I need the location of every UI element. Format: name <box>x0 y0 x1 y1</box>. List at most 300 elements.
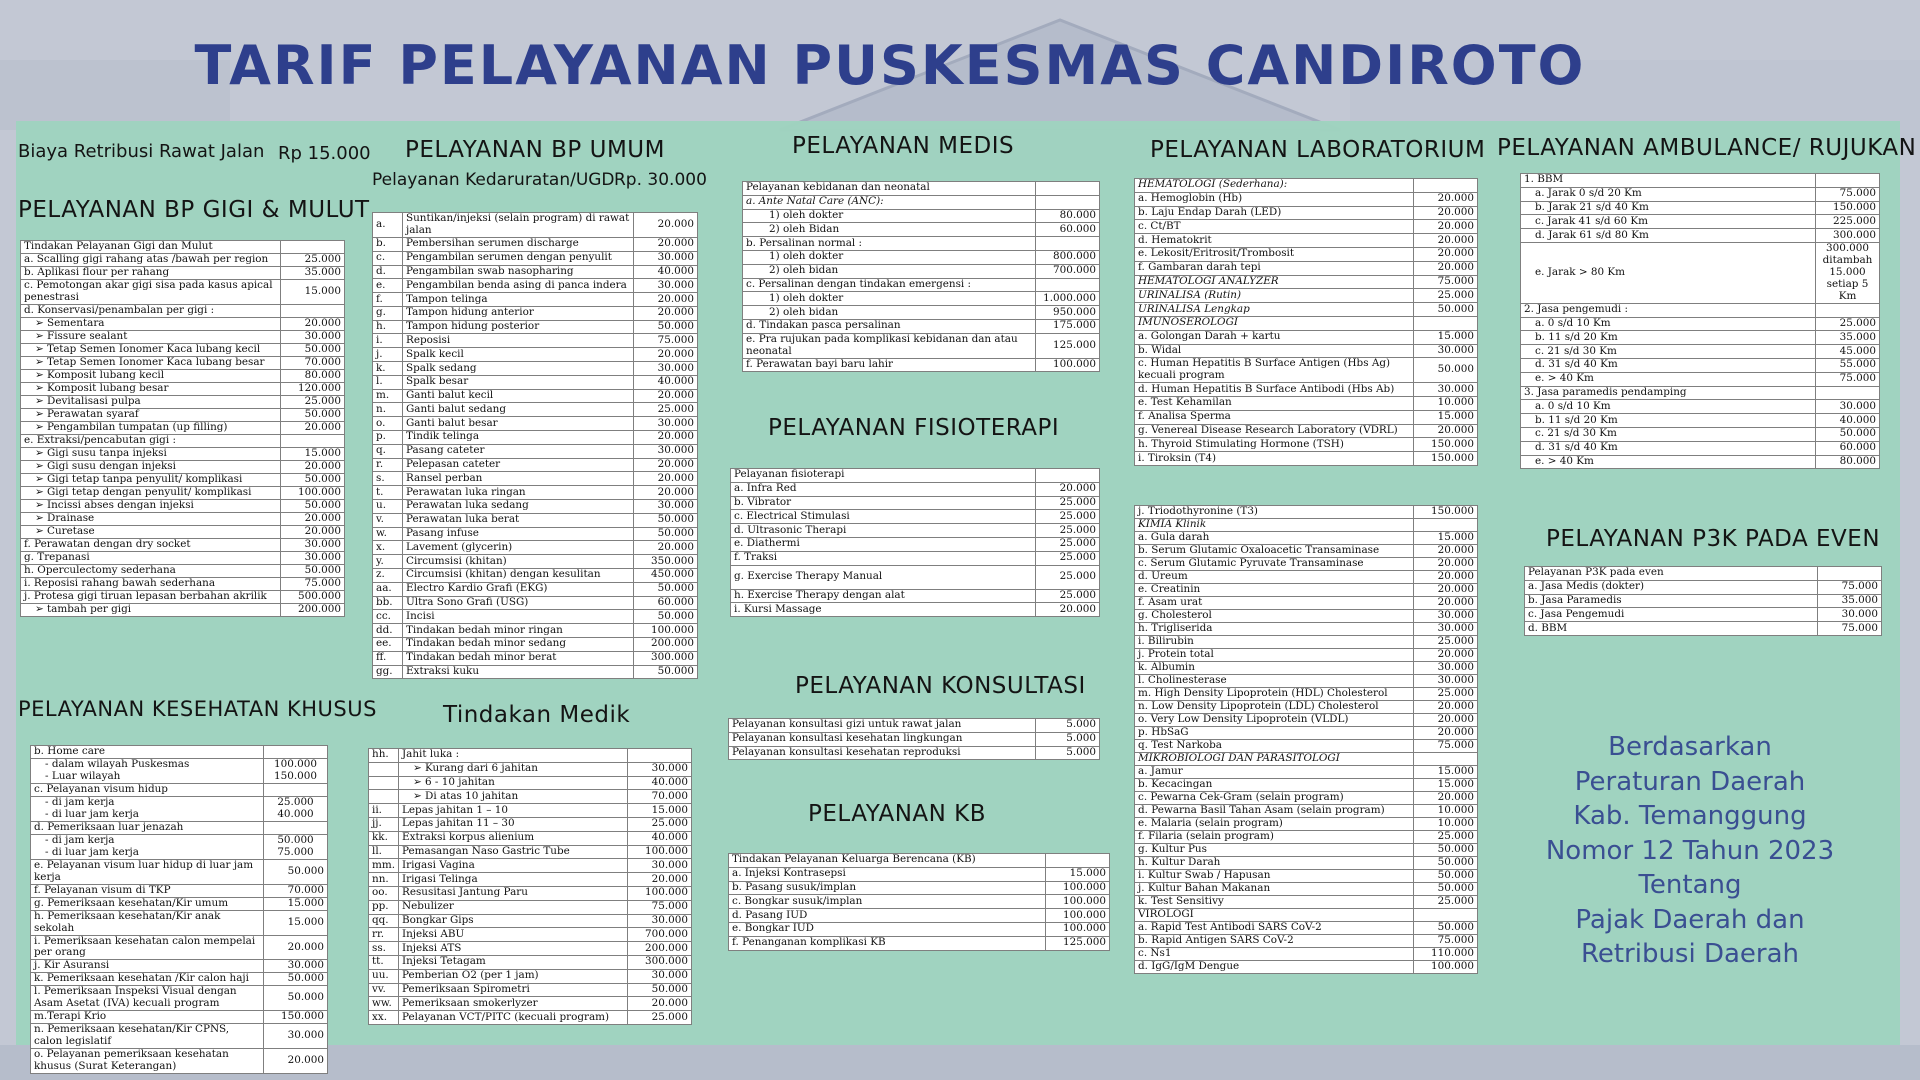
table-konsultasi <box>728 718 1100 760</box>
row-price: 60.000 <box>1036 223 1100 237</box>
row-label: e. > 40 Km <box>1521 372 1816 386</box>
table-row <box>373 389 698 403</box>
table-row <box>373 375 698 389</box>
row-label: Ganti balut sedang <box>403 403 634 417</box>
table-row <box>21 577 345 590</box>
row-label: h. Thyroid Stimulating Hormone (TSH) <box>1135 438 1414 452</box>
row-price: 30.000 <box>1414 344 1478 358</box>
row-price: 50.000 <box>264 973 328 986</box>
row-label: d. Tindakan pasca persalinan <box>743 319 1036 333</box>
table-row <box>21 564 345 577</box>
row-price: 35.000 <box>1818 594 1882 608</box>
row-price: 40.000 <box>628 776 692 790</box>
row-price: 30.000 <box>264 1024 328 1049</box>
row-price: 150.000 <box>264 1011 328 1024</box>
table-row <box>21 512 345 525</box>
row-price: 30.000 <box>634 251 698 265</box>
table-row <box>1135 397 1478 411</box>
row-price: 75.000 <box>1414 275 1478 289</box>
table-bp-umum <box>372 212 698 679</box>
table-row <box>21 280 345 305</box>
table-row <box>1135 506 1478 519</box>
row-label: k. Pemeriksaan kesehatan /Kir calon haji <box>31 973 264 986</box>
row-price <box>1036 469 1100 483</box>
table-row <box>373 651 698 665</box>
row-code: xx. <box>369 1011 399 1025</box>
table-row <box>1135 844 1478 857</box>
table-row <box>1135 344 1478 358</box>
row-code: y. <box>373 555 403 569</box>
table-row <box>369 804 692 818</box>
row-label: ➢ Drainase <box>21 512 281 525</box>
table-row <box>373 555 698 569</box>
table-row <box>21 343 345 356</box>
row-label: Extraksi kuku <box>403 665 634 679</box>
table-row <box>743 333 1100 358</box>
heading-konsultasi: PELAYANAN KONSULTASI <box>795 673 1086 699</box>
row-price: 950.000 <box>1036 306 1100 320</box>
row-label: ➢ Fissure sealant <box>21 330 281 343</box>
table-row <box>1521 331 1880 345</box>
table-row <box>369 749 692 763</box>
row-price: 75.000 <box>628 900 692 914</box>
row-price: 40.000 <box>1816 414 1880 428</box>
row-label: Pengambilan benda asing di panca indera <box>403 279 634 293</box>
row-price: 30.000 <box>634 362 698 376</box>
row-price: 30.000 <box>634 417 698 431</box>
row-price: 50.000 <box>634 513 698 527</box>
table-row <box>1135 727 1478 740</box>
row-price: 300.000 ditambah 15.000 setiap 5 Km <box>1816 242 1880 303</box>
row-code: uu. <box>369 969 399 983</box>
table-row <box>1135 289 1478 303</box>
row-price: 200.000 <box>628 942 692 956</box>
row-label: ➢ Sementara <box>21 317 281 330</box>
table-row <box>1135 571 1478 584</box>
table-row <box>1135 688 1478 701</box>
row-label: k. Albumin <box>1135 662 1414 675</box>
row-label: Ganti balut besar <box>403 417 634 431</box>
table-row <box>1135 558 1478 571</box>
row-price: 25.000 <box>1036 551 1100 565</box>
row-label: c. Persalinan dengan tindakan emergensi : <box>743 278 1036 292</box>
row-code: v. <box>373 513 403 527</box>
row-label: Tindakan Pelayanan Gigi dan Mulut <box>21 241 281 254</box>
table-row <box>1135 383 1478 397</box>
row-label: Irigasi Vagina <box>399 859 628 873</box>
legal-line: Kab. Temanggung <box>1573 801 1807 831</box>
row-price: 30.000 <box>634 500 698 514</box>
row-price: 20.000 <box>1036 482 1100 496</box>
row-label: c. 21 s/d 30 Km <box>1521 427 1816 441</box>
table-row <box>1135 545 1478 558</box>
table-row <box>743 182 1100 196</box>
heading-kesehatan-khusus: PELAYANAN KESEHATAN KHUSUS <box>18 697 377 721</box>
row-label: d. BBM <box>1525 622 1818 636</box>
row-label: c. Ns1 <box>1135 948 1414 961</box>
table-row <box>1135 358 1478 383</box>
table-row <box>373 596 698 610</box>
row-label: URINALISA Lengkap <box>1135 303 1414 317</box>
row-label: ➢ tambah per gigi <box>21 603 281 616</box>
table-row <box>731 551 1100 565</box>
row-price: 15.000 <box>1414 779 1478 792</box>
row-label: Nebulizer <box>399 900 628 914</box>
row-label: b. Widal <box>1135 344 1414 358</box>
row-code: d. <box>373 265 403 279</box>
row-price <box>1816 174 1880 188</box>
row-price: 20.000 <box>1414 545 1478 558</box>
row-label: q. Test Narkoba <box>1135 740 1414 753</box>
row-price: 200.000 <box>281 603 345 616</box>
row-label: c. Jarak 41 s/d 60 Km <box>1521 215 1816 229</box>
row-label: 1. BBM <box>1521 174 1816 188</box>
table-row <box>373 237 698 251</box>
row-label: a. Gula darah <box>1135 532 1414 545</box>
table-row <box>1135 714 1478 727</box>
heading-tindakan-medik: Tindakan Medik <box>443 702 631 728</box>
row-price <box>281 304 345 317</box>
row-label: ➢ Komposit lubang kecil <box>21 369 281 382</box>
row-label: e. Bongkar IUD <box>729 922 1046 936</box>
row-price: 75.000 <box>1816 372 1880 386</box>
row-price <box>1414 316 1478 330</box>
row-label: m.Terapi Krio <box>31 1011 264 1024</box>
row-label: a. 0 s/d 10 Km <box>1521 317 1816 331</box>
row-price: 25.000 <box>628 1011 692 1025</box>
table-row <box>21 525 345 538</box>
row-label: Perawatan luka sedang <box>403 500 634 514</box>
heading-ambulance: PELAYANAN AMBULANCE/ RUJUKAN <box>1497 135 1917 161</box>
row-price: 150.000 <box>1414 438 1478 452</box>
table-row <box>731 524 1100 538</box>
table-row <box>1135 961 1478 974</box>
row-label: Pelayanan kebidanan dan neonatal <box>743 182 1036 196</box>
row-label: a. Injeksi Kontrasepsi <box>729 867 1046 881</box>
row-code: i. <box>373 334 403 348</box>
table-row <box>743 306 1100 320</box>
table-row <box>1521 358 1880 372</box>
table-row <box>373 320 698 334</box>
table-row <box>1135 857 1478 870</box>
row-price: 75.000 <box>281 577 345 590</box>
row-price: 75.000 <box>1414 935 1478 948</box>
row-label: Pelayanan konsultasi gizi untuk rawat jalan <box>729 719 1036 733</box>
row-label: d. Human Hepatitis B Surface Antibodi (Hbs Ab) <box>1135 383 1414 397</box>
table-row <box>743 319 1100 333</box>
heading-bp-umum: PELAYANAN BP UMUM <box>405 137 665 163</box>
table-row <box>1521 201 1880 215</box>
table-row <box>373 279 698 293</box>
row-label: j. Triodothyronine (T3) <box>1135 506 1414 519</box>
row-label: ➢ Di atas 10 jahitan <box>399 790 628 804</box>
row-price: 700.000 <box>1036 264 1100 278</box>
row-label: c. Ct/BT <box>1135 220 1414 234</box>
row-label: b. Home care <box>31 746 264 759</box>
table-row <box>21 590 345 603</box>
table-row <box>31 1024 328 1049</box>
table-row <box>1135 649 1478 662</box>
table-row <box>731 496 1100 510</box>
legal-line: Berdasarkan <box>1608 732 1772 762</box>
row-label: 2) oleh bidan <box>743 306 1036 320</box>
row-label: a. 0 s/d 10 Km <box>1521 400 1816 414</box>
row-label: c. Bongkar susuk/implan <box>729 895 1046 909</box>
row-label: ➢ Gigi tetap tanpa penyulit/ komplikasi <box>21 473 281 486</box>
row-label: ➢ Gigi susu dengan injeksi <box>21 460 281 473</box>
row-code: kk. <box>369 831 399 845</box>
row-label: g. Venereal Disease Research Laboratory (VDRL) <box>1135 424 1414 438</box>
row-price: 20.000 <box>281 421 345 434</box>
row-code: ii. <box>369 804 399 818</box>
row-price: 30.000 <box>281 330 345 343</box>
row-code: ff. <box>373 651 403 665</box>
row-price: 80.000 <box>1816 455 1880 469</box>
row-price: 25.000 <box>628 817 692 831</box>
row-price: 30.000 <box>1818 608 1882 622</box>
row-label: b. Serum Glutamic Oxaloacetic Transaminase <box>1135 545 1414 558</box>
table-row <box>1135 220 1478 234</box>
row-label: Spalk sedang <box>403 362 634 376</box>
row-label: j. Kir Asuransi <box>31 960 264 973</box>
row-label: Jahit luka : <box>399 749 628 763</box>
row-price: 20.000 <box>634 431 698 445</box>
row-label: Injeksi ABU <box>399 928 628 942</box>
row-label: d. IgG/IgM Dengue <box>1135 961 1414 974</box>
table-row <box>1521 229 1880 243</box>
row-label: b. Pasang susuk/implan <box>729 881 1046 895</box>
row-price: 20.000 <box>1414 247 1478 261</box>
table-row <box>1135 662 1478 675</box>
row-price <box>1414 753 1478 766</box>
row-label: g. Cholesterol <box>1135 610 1414 623</box>
table-row <box>1521 187 1880 201</box>
row-price: 800.000 <box>1036 250 1100 264</box>
table-row <box>1521 215 1880 229</box>
row-label: e. Malaria (selain program) <box>1135 818 1414 831</box>
row-price: 15.000 <box>1414 330 1478 344</box>
row-label: ➢ Incissi abses dengan injeksi <box>21 499 281 512</box>
table-row <box>373 527 698 541</box>
row-label: c. Serum Glutamic Pyruvate Transaminase <box>1135 558 1414 571</box>
row-price: 20.000 <box>634 458 698 472</box>
row-label: f. Gambaran darah tepi <box>1135 261 1414 275</box>
table-row <box>1521 303 1880 317</box>
table-row <box>373 403 698 417</box>
row-price: 15.000 <box>1046 867 1110 881</box>
row-price: 15.000 <box>1414 766 1478 779</box>
row-label: KIMIA Klinik <box>1135 519 1414 532</box>
row-label: Tampon telinga <box>403 293 634 307</box>
row-price: 100.000 <box>1046 895 1110 909</box>
table-row <box>31 759 328 784</box>
table-row <box>373 665 698 679</box>
table-row <box>1525 594 1882 608</box>
row-label: i. Kultur Swab / Hapusan <box>1135 870 1414 883</box>
table-row <box>369 831 692 845</box>
row-label: ➢ Komposit lubang besar <box>21 382 281 395</box>
table-row <box>21 434 345 447</box>
row-price: 30.000 <box>281 551 345 564</box>
table-row <box>21 538 345 551</box>
row-label: 1) oleh dokter <box>743 250 1036 264</box>
row-price: 20.000 <box>634 306 698 320</box>
table-row <box>729 732 1100 746</box>
row-code: e. <box>373 279 403 293</box>
row-price: 25.000 <box>1036 524 1100 538</box>
row-price: 5.000 <box>1036 746 1100 760</box>
row-price: 30.000 <box>264 960 328 973</box>
row-price: 50.000 <box>634 610 698 624</box>
row-price: 150.000 <box>1414 506 1478 519</box>
table-row <box>1135 753 1478 766</box>
row-code: h. <box>373 320 403 334</box>
row-label: a. Infra Red <box>731 482 1036 496</box>
row-label: Circumsisi (khitan) dengan kesulitan <box>403 569 634 583</box>
row-label: l. Pemeriksaan Inspeksi Visual dengan Asam Asetat (IVA) kecuali program <box>31 986 264 1011</box>
table-row <box>373 265 698 279</box>
row-label: b. Rapid Antigen SARS CoV-2 <box>1135 935 1414 948</box>
row-price: 75.000 <box>1818 580 1882 594</box>
row-price: 30.000 <box>628 914 692 928</box>
row-price: 50.000 <box>1414 870 1478 883</box>
table-row <box>743 292 1100 306</box>
table-row <box>21 421 345 434</box>
row-price <box>264 821 328 834</box>
table-row <box>1135 247 1478 261</box>
row-price <box>1414 519 1478 532</box>
heading-kb: PELAYANAN KB <box>808 801 987 827</box>
row-label: b. Kecacingan <box>1135 779 1414 792</box>
row-code: t. <box>373 486 403 500</box>
table-row <box>743 237 1100 251</box>
table-kb <box>728 853 1110 951</box>
row-price: 15.000 <box>628 804 692 818</box>
row-price: 40.000 <box>634 265 698 279</box>
heading-fisioterapi: PELAYANAN FISIOTERAPI <box>768 415 1060 441</box>
row-price: 50.000 75.000 <box>264 834 328 859</box>
row-label: g. Pemeriksaan kesehatan/Kir umum <box>31 897 264 910</box>
table-row <box>21 408 345 421</box>
row-label: e. Jarak > 80 Km <box>1521 242 1816 303</box>
row-price: 5.000 <box>1036 732 1100 746</box>
row-label: a. Scalling gigi rahang atas /bawah per region <box>21 254 281 267</box>
row-label: d. Ureum <box>1135 571 1414 584</box>
row-code <box>369 790 399 804</box>
table-row <box>31 973 328 986</box>
row-price: 35.000 <box>281 267 345 280</box>
row-price: 25.000 <box>1036 565 1100 589</box>
table-row <box>369 790 692 804</box>
row-code: k. <box>373 362 403 376</box>
row-price: 20.000 <box>1414 714 1478 727</box>
retribusi-label: Biaya Retribusi Rawat Jalan <box>18 141 265 162</box>
row-price <box>1414 909 1478 922</box>
heading-laboratorium: PELAYANAN LABORATORIUM <box>1150 137 1486 163</box>
row-price: 50.000 <box>264 986 328 1011</box>
row-price: 20.000 <box>628 873 692 887</box>
row-price <box>1414 179 1478 193</box>
row-label: d. Hematokrit <box>1135 234 1414 248</box>
row-label: Ultra Sono Grafi (USG) <box>403 596 634 610</box>
row-price: 30.000 <box>281 538 345 551</box>
row-label: ➢ Gigi susu tanpa injeksi <box>21 447 281 460</box>
row-price: 20.000 <box>1414 206 1478 220</box>
row-price: 30.000 <box>1414 383 1478 397</box>
row-label: Pelayanan konsultasi kesehatan reproduksi <box>729 746 1036 760</box>
table-row <box>1135 597 1478 610</box>
row-label: HEMATOLOGI (Sederhana): <box>1135 179 1414 193</box>
row-code <box>369 762 399 776</box>
row-price: 20.000 <box>1414 649 1478 662</box>
row-code: ee. <box>373 638 403 652</box>
row-label: Tampon hidung posterior <box>403 320 634 334</box>
row-label: f. Pelayanan visum di TKP <box>31 884 264 897</box>
row-label: 2. Jasa pengemudi : <box>1521 303 1816 317</box>
row-label: b. Persalinan normal : <box>743 237 1036 251</box>
table-row <box>21 330 345 343</box>
table-row <box>21 551 345 564</box>
table-row <box>729 719 1100 733</box>
row-price: 75.000 <box>1816 187 1880 201</box>
row-label: m. High Density Lipoprotein (HDL) Cholesterol <box>1135 688 1414 701</box>
row-code: p. <box>373 431 403 445</box>
table-row <box>1521 441 1880 455</box>
table-row <box>1521 317 1880 331</box>
row-code: oo. <box>369 886 399 900</box>
row-price: 25.000 <box>1414 688 1478 701</box>
row-label: d. Konservasi/penambalan per gigi : <box>21 304 281 317</box>
table-row <box>1521 455 1880 469</box>
table-row <box>21 486 345 499</box>
table-row <box>1135 701 1478 714</box>
legal-line: Nomor 12 Tahun 2023 <box>1545 835 1835 866</box>
table-row <box>369 928 692 942</box>
row-price: 30.000 <box>628 762 692 776</box>
row-code: g. <box>373 306 403 320</box>
row-price: 125.000 <box>1046 936 1110 950</box>
row-price <box>1036 237 1100 251</box>
row-price: 25.000 40.000 <box>264 796 328 821</box>
table-row <box>369 762 692 776</box>
legal-line: Pajak Daerah dan <box>1575 904 1805 935</box>
table-row <box>21 382 345 395</box>
table-row <box>1135 883 1478 896</box>
table-row <box>1135 452 1478 466</box>
row-price: 50.000 <box>634 665 698 679</box>
row-label: d. Pasang IUD <box>729 909 1046 923</box>
table-row <box>729 936 1110 950</box>
row-price: 20.000 <box>634 472 698 486</box>
row-price: 20.000 <box>634 213 698 238</box>
row-price: 75.000 <box>1414 740 1478 753</box>
row-label: b. 11 s/d 20 Km <box>1521 414 1816 428</box>
row-price: 15.000 <box>1414 410 1478 424</box>
row-price: 1.000.000 <box>1036 292 1100 306</box>
row-code: z. <box>373 569 403 583</box>
heading-bp-gigi: PELAYANAN BP GIGI & MULUT <box>18 197 370 223</box>
row-code: r. <box>373 458 403 472</box>
row-label: b. Jarak 21 s/d 40 Km <box>1521 201 1816 215</box>
table-row <box>1135 192 1478 206</box>
row-price: 100.000 <box>1036 358 1100 372</box>
row-price: 20.000 <box>281 512 345 525</box>
row-label: Pelayanan P3K pada even <box>1525 567 1818 581</box>
table-row <box>1521 242 1880 303</box>
row-price: 125.000 <box>1036 333 1100 358</box>
table-row <box>31 746 328 759</box>
row-label: n. Low Density Lipoprotein (LDL) Cholesterol <box>1135 701 1414 714</box>
